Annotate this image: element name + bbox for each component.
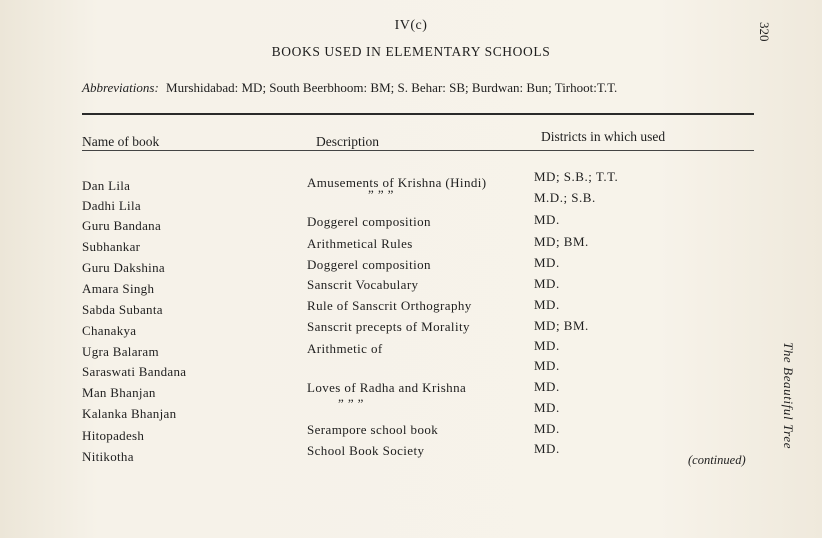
- table-row-description: School Book Society: [307, 443, 425, 458]
- table-row-description: Doggerel composition: [307, 214, 431, 229]
- table-row-districts: MD.: [534, 338, 560, 353]
- table-row-districts: MD; BM.: [534, 234, 589, 249]
- table-row-districts: MD.: [534, 379, 560, 394]
- table-row-name: Sabda Subanta: [82, 302, 163, 317]
- table-heading: BOOKS USED IN ELEMENTARY SCHOOLS: [271, 44, 551, 59]
- table-row-districts: MD; BM.: [534, 318, 589, 333]
- table-row-districts: MD.: [534, 441, 560, 456]
- table-row-description: Arithmetical Rules: [307, 236, 413, 251]
- table-row-description: Serampore school book: [307, 422, 439, 437]
- running-title: The Beautiful Tree: [781, 342, 796, 450]
- table-row-description: ” ” ”: [368, 187, 394, 202]
- continued-note: (continued): [688, 453, 746, 467]
- table-row-districts: MD.: [534, 212, 560, 227]
- abbreviations-text: Murshidabad: MD; South Beerbhoom: BM; S. Behar: SB; Burdwan: Bun; Tirhoot:T.T.: [166, 80, 618, 95]
- table-row-name: Guru Dakshina: [82, 260, 165, 275]
- table-row-name: Dadhi Lila: [82, 198, 141, 213]
- table-row-name: Kalanka Bhanjan: [82, 406, 177, 421]
- table-row-name: Man Bhanjan: [82, 385, 156, 400]
- table-row-name: Dan Lila: [82, 178, 131, 193]
- table-row-name: Nitikotha: [82, 449, 134, 464]
- table-row-description: Amusements of Krishna (Hindi): [307, 175, 487, 190]
- table-row-name: Chanakya: [82, 323, 137, 338]
- table-row-districts: MD.: [534, 297, 560, 312]
- table-row-name: Saraswati Bandana: [82, 364, 187, 379]
- table-row-description: Sanscrit Vocabulary: [307, 277, 419, 292]
- table-row-name: Subhankar: [82, 239, 141, 254]
- table-row-description: Sanscrit precepts of Morality: [307, 319, 470, 334]
- table-row-districts: MD.: [534, 421, 560, 436]
- column-header-description: Description: [316, 134, 379, 149]
- table-row-districts: M.D.; S.B.: [534, 190, 596, 205]
- table-row-districts: MD.: [534, 358, 560, 373]
- table-row-name: Amara Singh: [82, 281, 155, 296]
- table-row-description: Rule of Sanscrit Orthography: [307, 298, 472, 313]
- table-row-name: Guru Bandana: [82, 218, 162, 233]
- column-header-districts: Districts in which used: [541, 129, 666, 144]
- table-row-description: Loves of Radha and Krishna: [307, 380, 467, 395]
- table-row-name: Ugra Balaram: [82, 344, 159, 359]
- table-row-districts: MD.: [534, 276, 560, 291]
- page-number: 320: [757, 22, 772, 42]
- table-row-description: Doggerel composition: [307, 257, 431, 272]
- table-row-districts: MD.: [534, 255, 560, 270]
- column-header-name: Name of book: [82, 134, 160, 149]
- table-row-name: Hitopadesh: [82, 428, 145, 443]
- section-label: IV(c): [394, 18, 428, 33]
- table-row-districts: MD; S.B.; T.T.: [534, 169, 619, 184]
- table-row-districts: MD.: [534, 400, 560, 415]
- table-row-description: ” ” ”: [338, 396, 364, 411]
- table-row-description: Arithmetic of: [307, 341, 383, 356]
- abbreviations-lead: Abbreviations:: [82, 80, 159, 95]
